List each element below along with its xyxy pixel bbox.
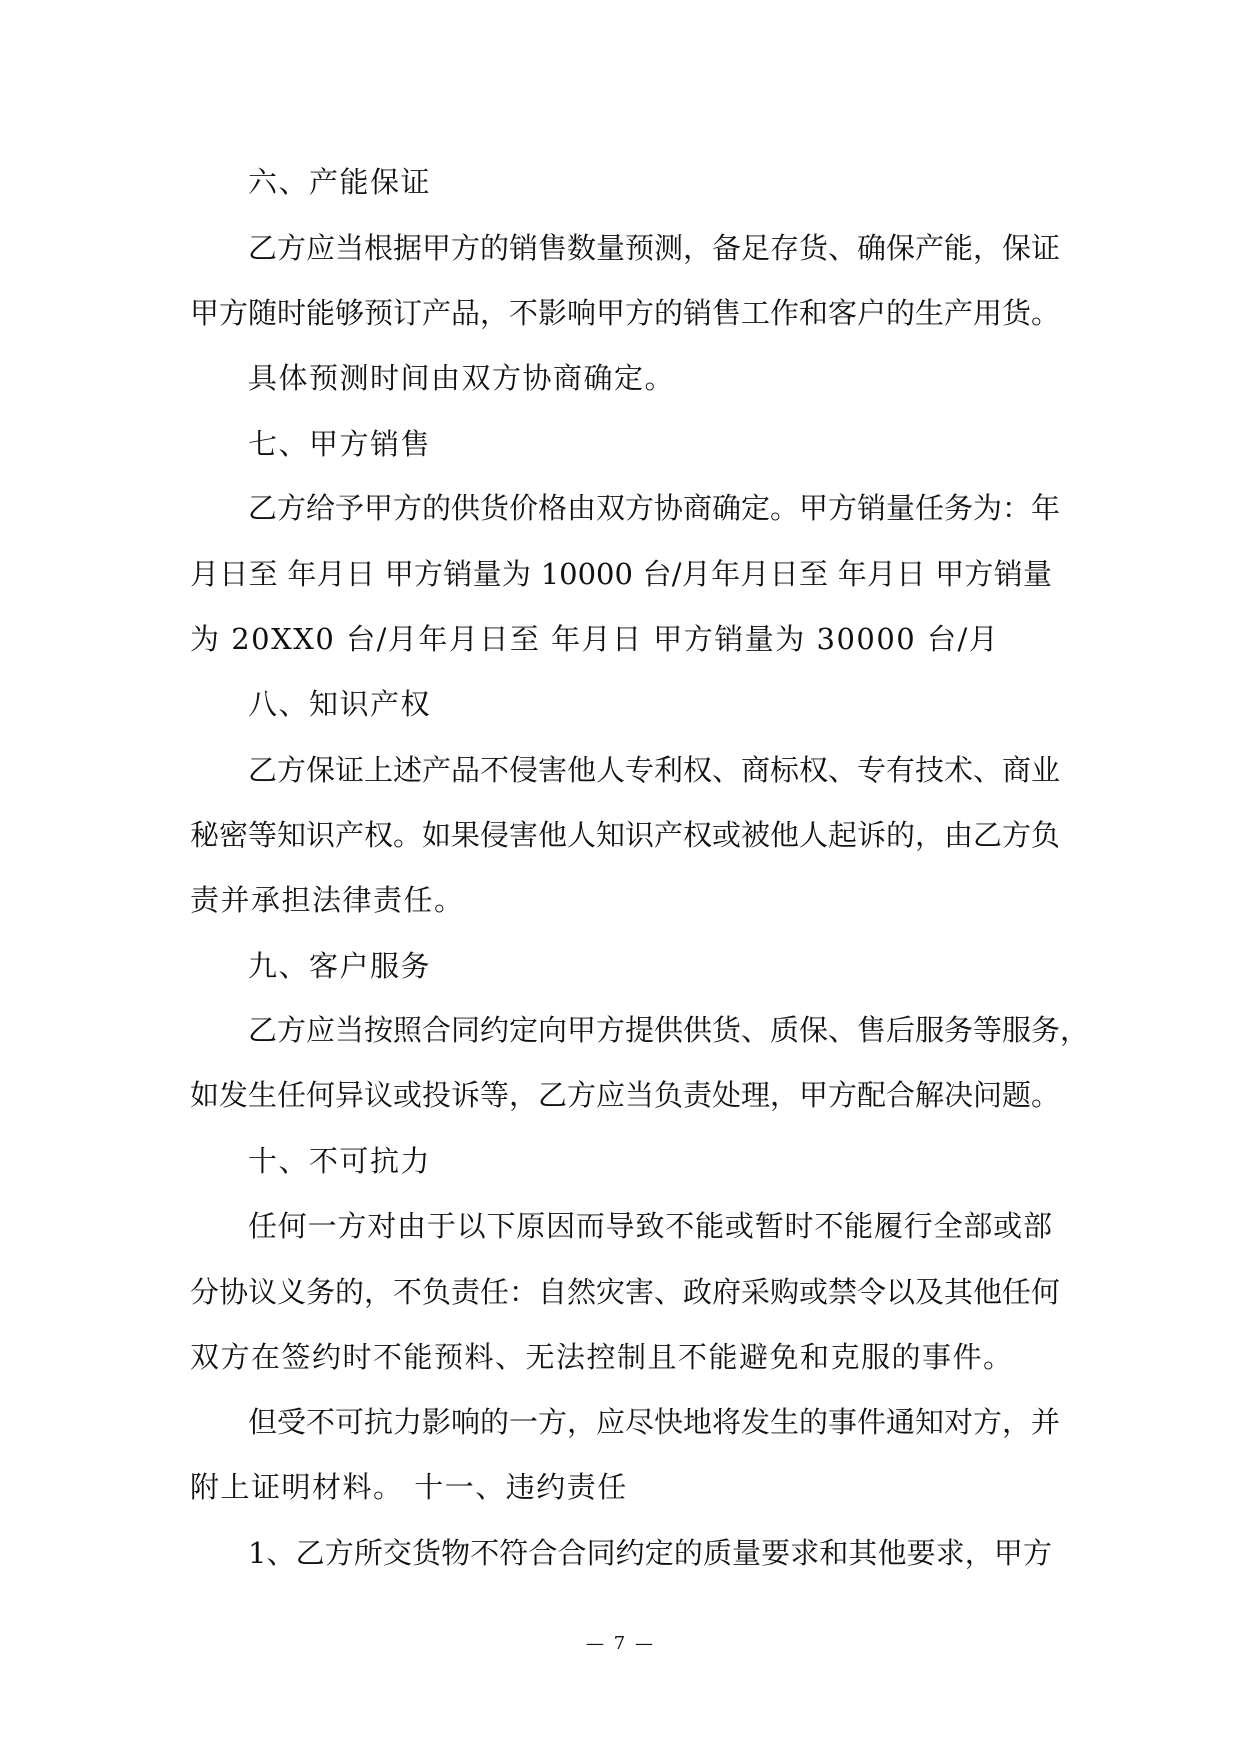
paragraph-line: 责并承担法律责任。 [190,883,465,917]
section-heading-ip: 八、知识产权 [248,687,432,721]
paragraph-line: 乙方应当根据甲方的销售数量预测，备足存货、确保产能，保证 [248,231,1061,265]
section-heading-force-majeure: 十、不可抗力 [248,1144,432,1178]
paragraph-line: 具体预测时间由双方协商确定。 [248,361,676,395]
paragraph-line: 附上证明材料。 十一、违约责任 [190,1470,628,1504]
paragraph-line: 甲方随时能够预订产品，不影响甲方的销售工作和客户的生产用货。 [190,296,1061,330]
paragraph-line: 秘密等知识产权。如果侵害他人知识产权或被他人起诉的，由乙方负 [190,818,1061,852]
section-heading-service: 九、客户服务 [248,949,432,983]
paragraph-line: 如发生任何异议或投诉等，乙方应当负责处理，甲方配合解决问题。 [190,1078,1061,1112]
page-number: — 7 — [586,1633,655,1654]
paragraph-line: 双方在签约时不能预料、无法控制且不能避免和克服的事件。 [190,1340,1014,1374]
paragraph-line: 月日至 年月日 甲方销量为 10000 台/月年月日至 年月日 甲方销量 [190,557,1052,591]
section-heading-sales: 七、甲方销售 [248,427,432,461]
section-heading-capacity: 六、产能保证 [248,165,432,199]
paragraph-line: 但受不可抗力影响的一方，应尽快地将发生的事件通知对方，并 [248,1405,1061,1439]
paragraph-line: 乙方保证上述产品不侵害他人专利权、商标权、专有技术、商业 [248,753,1061,787]
paragraph-line: 乙方应当按照合同约定向甲方提供供货、质保、售后服务等服务， [248,1013,1090,1047]
paragraph-line: 任何一方对由于以下原因而导致不能或暂时不能履行全部或部 [248,1209,1052,1243]
paragraph-line: 乙方给予甲方的供货价格由双方协商确定。甲方销量任务为：年 [248,491,1061,525]
paragraph-line: 1、乙方所交货物不符合合同约定的质量要求和其他要求，甲方 [248,1536,1052,1570]
paragraph-line: 为 20XX0 台/月年月日至 年月日 甲方销量为 30000 台/月 [190,622,1000,656]
paragraph-line: 分协议义务的，不负责任：自然灾害、政府采购或禁令以及其他任何 [190,1275,1061,1309]
